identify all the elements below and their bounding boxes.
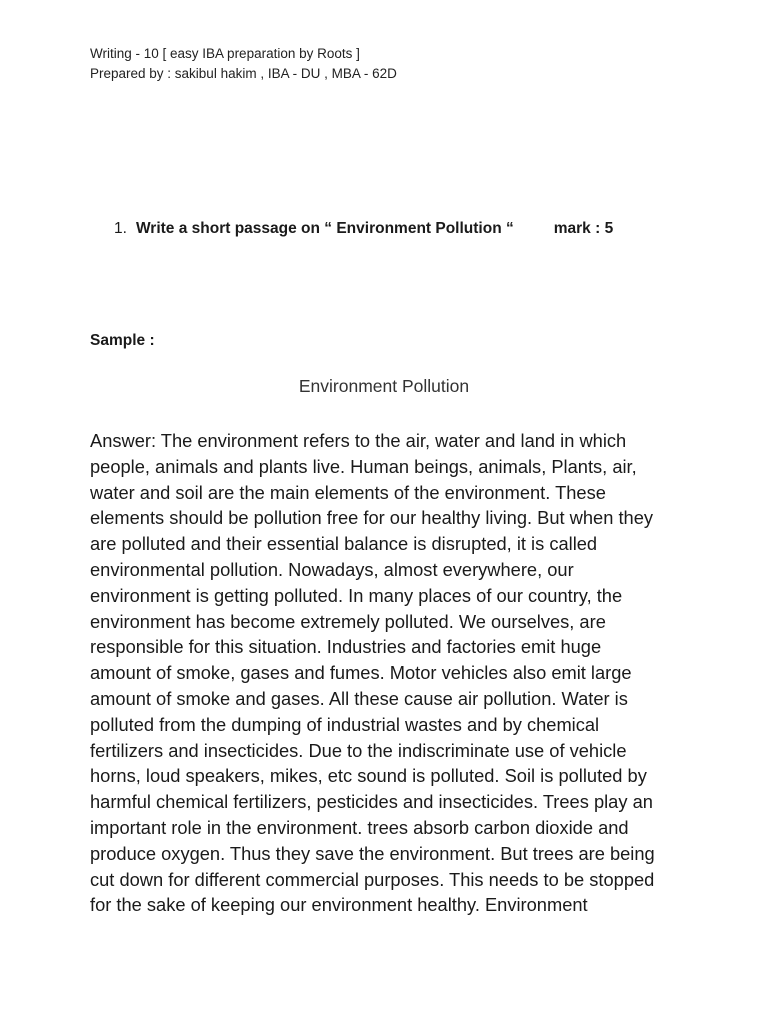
passage-line: polluted from the dumping of industrial wastes and by chemical [90,713,600,735]
question-text: Write a short passage on “ Environment Pollution “ [135,220,514,237]
document-header [90,44,397,84]
passage-line: amount of smoke, gases and fumes. Motor vehicles also emit large [90,662,632,684]
passage-line: produce oxygen. Thus they save the environment. But trees are being [90,842,655,864]
passage-line: important role in the environment. trees absorb carbon dioxide and [90,816,629,838]
passage-line: environment has become extremely polluted. We ourselves, are [90,610,606,632]
passage-line: amount of smoke and gases. All these cause air pollution. Water is [90,687,628,709]
passage-body [90,428,690,918]
header-title-line: Writing - 10 [ easy IBA preparation by Roots ] [90,46,360,61]
passage-line: responsible for this situation. Industries and factories emit huge [90,636,602,658]
passage-line: people, animals and plants live. Human beings, animals, Plants, air, [90,455,637,477]
question-number: 1. [114,220,127,237]
passage-line: horns, loud speakers, mikes, etc sound is polluted. Soil is polluted by [90,765,647,787]
passage-line: environment is getting polluted. In many places of our country, the [90,584,623,606]
passage-line: environmental pollution. Nowadays, almost everywhere, our [90,558,574,580]
passage-title: Environment Pollution [298,376,470,396]
question-mark: mark : 5 [553,220,614,237]
sample-label: Sample : [90,332,155,349]
passage-line: are polluted and their essential balance is disrupted, it is called [90,533,598,555]
passage-line: cut down for different commercial purposes. This needs to be stopped [90,868,655,890]
header-author-line: Prepared by : sakibul hakim , IBA - DU , MBA - 62D [90,66,397,81]
passage-line: Answer: The environment refers to the air, water and land in which [90,430,627,451]
question-item [114,220,613,238]
passage-line: elements should be pollution free for our healthy living. But when they [90,507,653,529]
passage-line: fertilizers and insecticides. Due to the indiscriminate use of vehicle [90,739,627,761]
passage-line: for the sake of keeping our environment healthy. Environment [90,894,588,916]
passage-line: harmful chemical fertilizers, pesticides and insecticides. Trees play an [90,791,653,813]
passage-line: water and soil are the main elements of the environment. These [90,481,606,503]
